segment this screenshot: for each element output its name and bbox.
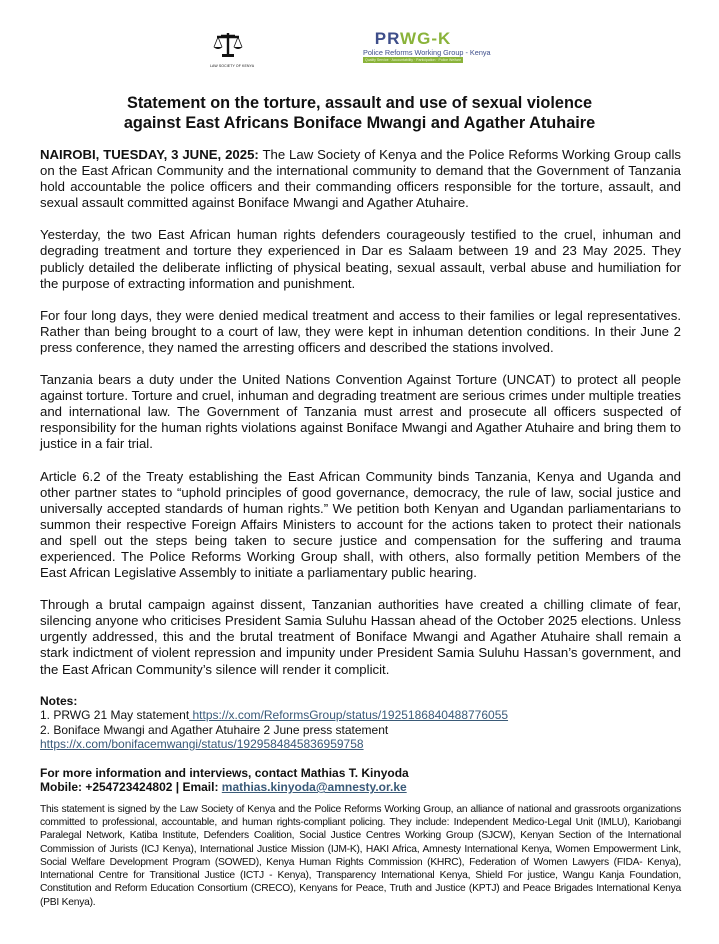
note-1-link[interactable]: https://x.com/ReformsGroup/status/1925186840488776055: [189, 708, 509, 723]
note-2-text: 2. Boniface Mwangi and Agather Atuhaire 2 June press statement: [40, 722, 389, 737]
note-2-link[interactable]: https://x.com/bonifacemwangi/status/1929584845836959758: [40, 737, 364, 752]
lsk-logo-caption: LAW SOCIETY OF KENYA: [210, 64, 255, 68]
contact-section: [40, 766, 681, 795]
title-line-1: Statement on the torture, assault and use of sexual violence: [126, 94, 593, 112]
note-1-text: 1. PRWG 21 May statement: [40, 708, 190, 723]
notes-heading: Notes:: [40, 693, 78, 708]
paragraph-4: Tanzania bears a duty under the United Nations Convention Against Torture (UNCAT) to protect all people against torture. Torture and cruel, inhuman and degrading treatment are serious crimes under multiple treaties and international law. The Government of Tanzania must arrest and prosecute all officers suspected of responsibility for the human rights violations against Boniface Mwangi and Agather Atuhaire and bring them to justice in a fair trial.: [40, 372, 681, 452]
law-society-of-kenya-logo: [210, 32, 255, 68]
header-logos: [0, 30, 719, 80]
dateline: NAIROBI, TUESDAY, 3 JUNE, 2025:: [40, 147, 259, 162]
prwg-logo: [363, 29, 491, 63]
statement-content: [40, 147, 681, 929]
scales-of-justice-icon: [213, 32, 243, 58]
statement-body: [40, 147, 681, 678]
prwg-logo-mark: PRWG-K: [374, 29, 452, 48]
paragraph-3: For four long days, they were denied medical treatment and access to their families or legal representatives. Rather than being brought to a court of law, they were kept in inhuman detention conditions. In their June 2 press conference, they named the arresting officers and described the stations involved.: [40, 307, 681, 355]
paragraph-1: [40, 147, 681, 211]
contact-line: For more information and interviews, contact Mathias T. Kinyoda: [40, 765, 409, 780]
notes-section: [40, 694, 681, 752]
title-line-2: against East Africans Boniface Mwangi and Agather Atuhaire: [123, 114, 596, 132]
statement-title: [0, 93, 719, 133]
contact-mobile: Mobile: +254723424802 | Email:: [40, 780, 222, 795]
paragraph-5: Article 6.2 of the Treaty establishing the East African Community binds Tanzania, Kenya and Uganda and other partner states to “uphold principles of good governance, democracy, the rule of law, social justice and universally accepted standards of human rights.” We petition both Kenyan and Ugandan parliamentarians to summon their respective Foreign Affairs Ministers to account for the actions taken to protect their nationals and spell out the steps being taken to secure justice and compensation for the suffering and trauma experienced. The Police Reforms Working Group shall, with others, also formally petition Members of the East African Legislative Assembly to initiate a parliamentary public hearing.: [40, 468, 681, 581]
contact-email-link[interactable]: mathias.kinyoda@amnesty.or.ke: [221, 780, 407, 795]
signatories-footer: This statement is signed by the Law Society of Kenya and the Police Reforms Working Group, an alliance of national and grassroots organizations committed to professional, accountable, and human rights-compliant policing. They include: Independent Medico-Legal Unit (IMLU), Kariobangi Paralegal Network, Katiba Institute, Defenders Coalition, Social Justice Centres Working Group (SJCW), Kenyan Section of the International Commission of Jurists (ICJ Kenya), International Justice Mission (IJM-K), HAKI Africa, Amnesty International Kenya, Women Empowerment Link, Social Welfare Development Program (SOWED), Kenya Human Rights Commission (KHRC), Federation of Women Lawyers (FIDA- Kenya), International Centre for Transitional Justice (ICTJ - Kenya), Transparency International Kenya, Shield For justice, Wangu Kanja Foundation, Constitution and Reform Education Consortium (CRECO), Kenyans for Peace, Truth and Justice (KPTJ) and Peace Brigades International Kenya (PBI Kenya).: [40, 803, 681, 908]
paragraph-6: Through a brutal campaign against dissent, Tanzanian authorities have created a chilling climate of fear, silencing anyone who criticises President Samia Suluhu Hassan ahead of the October 2025 elections. Unless urgently addressed, this and the brutal treatment of Boniface Mwangi and Agather Atuhaire shall remain a stark indictment of violent repression and impunity under President Samia Suluhu Hassan’s government, and the East African Community’s silence will render it complicit.: [40, 597, 681, 677]
paragraph-1-text: The Law Society of Kenya and the Police Reforms Working Group calls on the East African Community and the international community to demand that the Government of Tanzania hold accountable the police officers and their commanding officers responsible for the torture, assault, and sexual assault committed against Boniface Mwangi and Agather Atuhaire.: [40, 147, 681, 211]
paragraph-2: Yesterday, the two East African human rights defenders courageously testified to the cruel, inhuman and degrading treatment and torture they experienced in Dar es Salaam between 19 and 23 May 2025. They publicly detailed the deliberate inflicting of physical beating, sexual assault, verbal abuse and humiliation for the purpose of extracting information and punishment.: [40, 227, 681, 291]
prwg-logo-tagline: Quality Service · Accountability · Participation · Police Welfare: [364, 58, 462, 62]
prwg-logo-name: Police Reforms Working Group - Kenya: [363, 48, 491, 57]
